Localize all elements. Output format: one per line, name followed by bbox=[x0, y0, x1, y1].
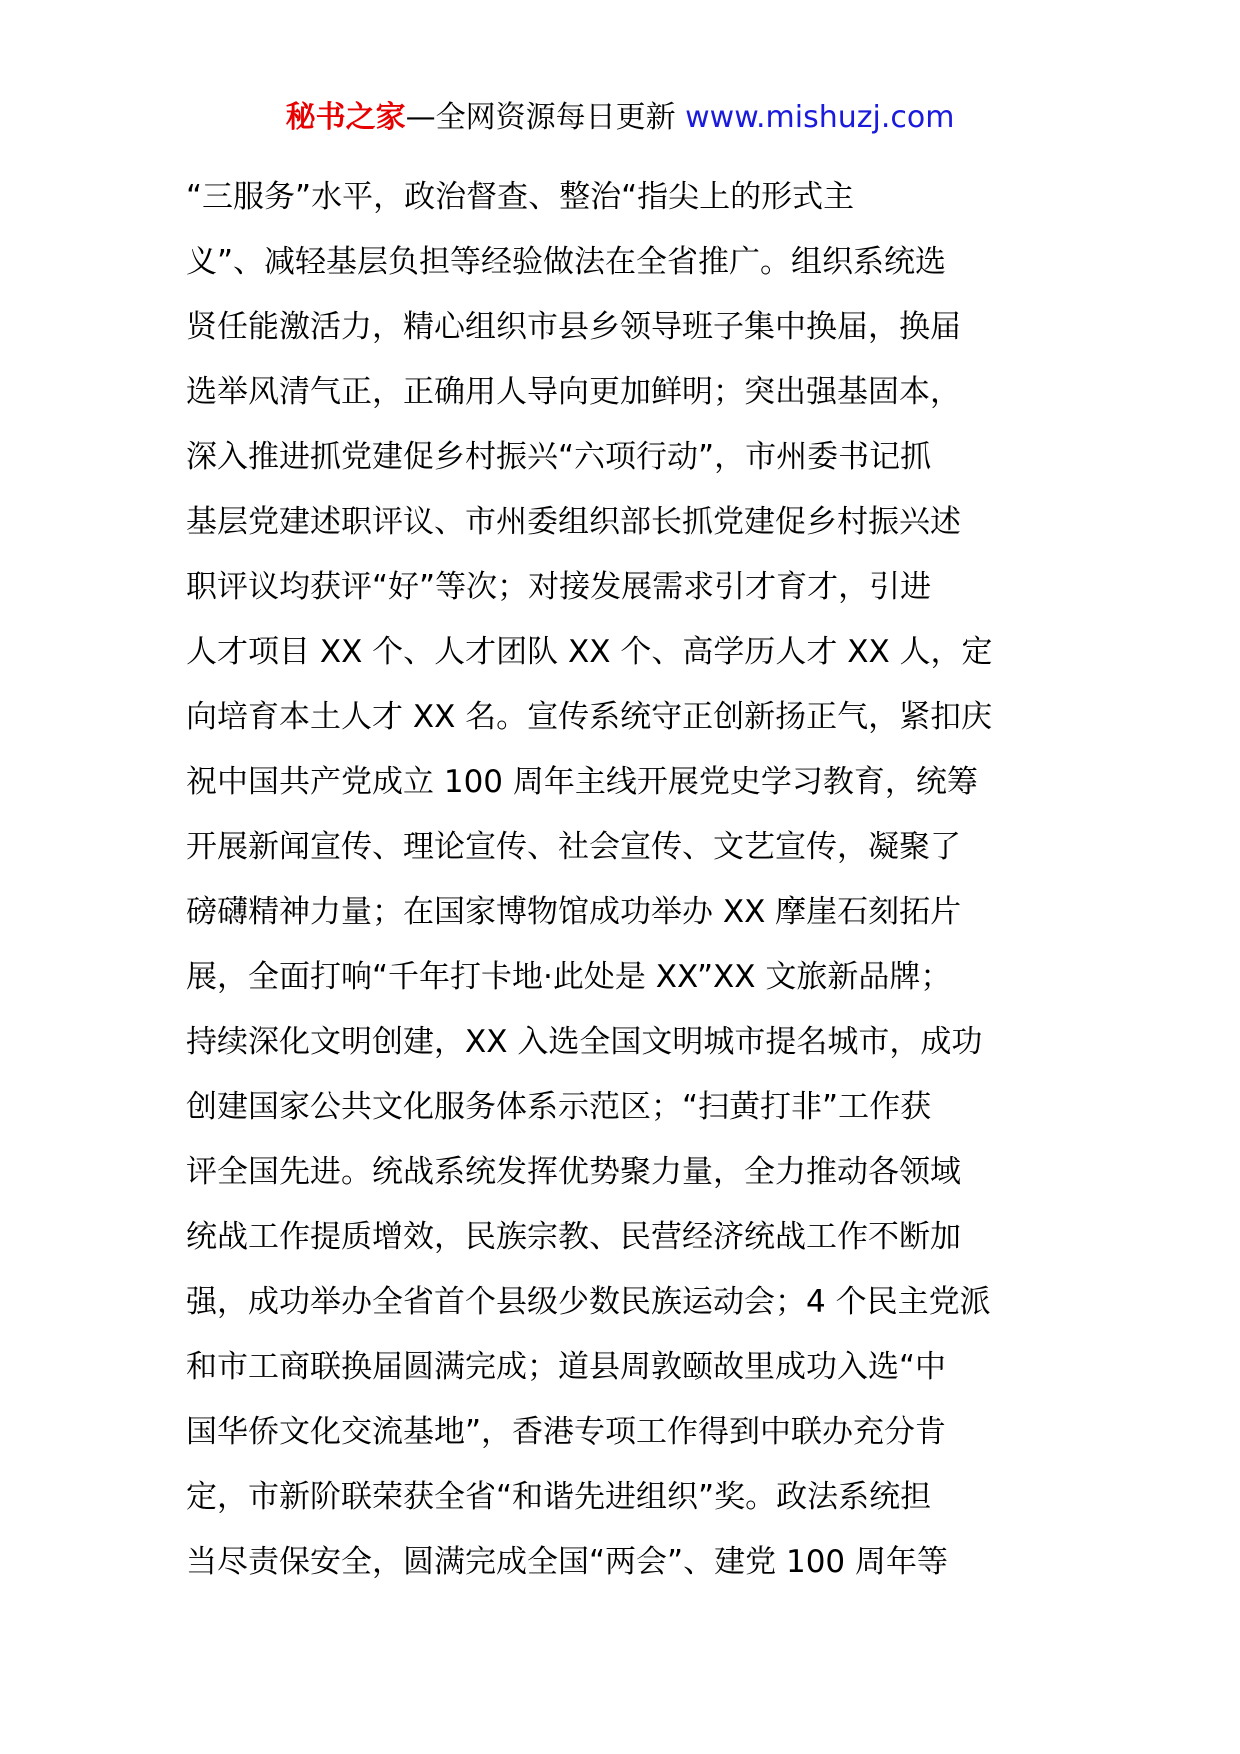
text-line: 国华侨文化交流基地”，香港专项工作得到中联办充分肯 bbox=[186, 1414, 947, 1450]
text-line: 当尽责保安全，圆满完成全国“两会”、建党 100 周年等 bbox=[186, 1544, 948, 1580]
text-line: 创建国家公共文化服务体系示范区；“扫黄打非”工作获 bbox=[186, 1089, 932, 1125]
body-paragraph bbox=[186, 165, 1066, 1595]
text-line: 选举风清气正，正确用人导向更加鲜明；突出强基固本， bbox=[186, 374, 961, 410]
text-line: 强，成功举办全省首个县级少数民族运动会；4 个民主党派 bbox=[186, 1284, 991, 1320]
text-line: 持续深化文明创建，XX 入选全国文明城市提名城市，成功 bbox=[186, 1024, 983, 1060]
text-line: 基层党建述职评议、市州委组织部长抓党建促乡村振兴述 bbox=[186, 504, 961, 540]
text-line: 职评议均获评“好”等次；对接发展需求引才育才，引进 bbox=[186, 569, 932, 605]
text-line: 贤任能激活力，精心组织市县乡领导班子集中换届，换届 bbox=[186, 309, 961, 345]
text-line: 祝中国共产党成立 100 周年主线开展党史学习教育，统筹 bbox=[186, 764, 978, 800]
text-line: 义”、减轻基层负担等经验做法在全省推广。组织系统选 bbox=[186, 244, 947, 280]
text-line: 统战工作提质增效，民族宗教、民营经济统战工作不断加 bbox=[186, 1219, 961, 1255]
text-line: 人才项目 XX 个、人才团队 XX 个、高学历人才 XX 人，定 bbox=[186, 634, 993, 670]
text-line: 和市工商联换届圆满完成；道县周敦颐故里成功入选“中 bbox=[186, 1349, 947, 1385]
text-line: 深入推进抓党建促乡村振兴“六项行动”，市州委书记抓 bbox=[186, 439, 932, 475]
text-line: 评全国先进。统战系统发挥优势聚力量，全力推动各领域 bbox=[186, 1154, 961, 1190]
header-url-link[interactable]: www.mishuzj.com bbox=[685, 100, 955, 135]
header-slogan: —全网资源每日更新 bbox=[405, 100, 676, 135]
page-header bbox=[0, 98, 1240, 138]
text-line: 展，全面打响“千年打卡地·此处是 XX”XX 文旅新品牌； bbox=[186, 959, 952, 995]
text-line: “三服务”水平，政治督查、整治“指尖上的形式主 bbox=[186, 179, 855, 215]
header-brand: 秘书之家 bbox=[285, 100, 406, 135]
text-line: 磅礴精神力量；在国家博物馆成功举办 XX 摩崖石刻拓片 bbox=[186, 894, 962, 930]
text-line: 定，市新阶联荣获全省“和谐先进组织”奖。政法系统担 bbox=[186, 1479, 932, 1515]
text-line: 开展新闻宣传、理论宣传、社会宣传、文艺宣传，凝聚了 bbox=[186, 829, 961, 865]
text-line: 向培育本土人才 XX 名。宣传系统守正创新扬正气，紧扣庆 bbox=[186, 699, 993, 735]
